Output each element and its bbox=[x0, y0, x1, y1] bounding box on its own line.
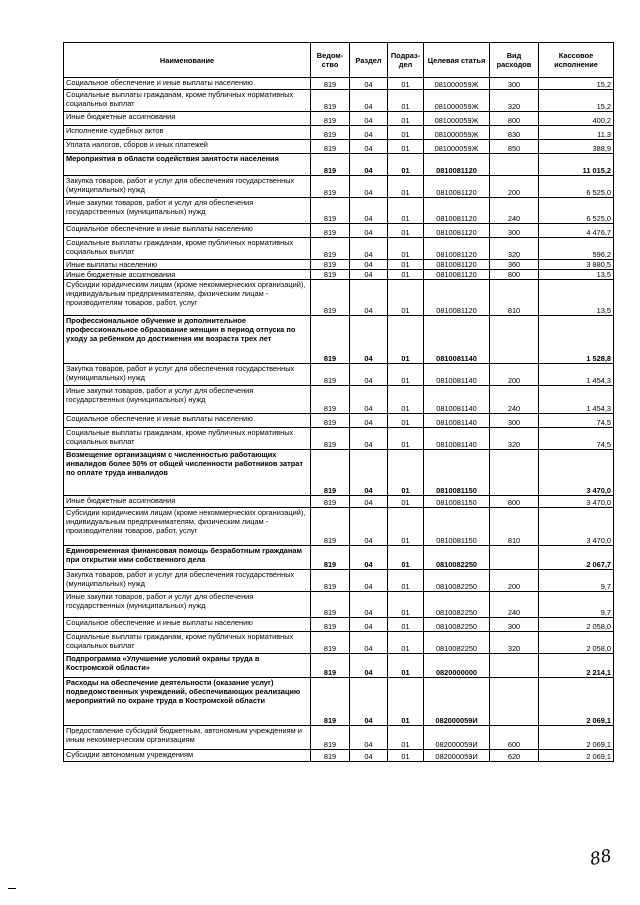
cell-name: Социальное обеспечение и иные выплаты населению bbox=[64, 224, 311, 238]
cell-amount: 3 470,0 bbox=[539, 450, 614, 496]
cell-target: 0810081150 bbox=[424, 450, 490, 496]
cell-amount: 1 454,3 bbox=[539, 364, 614, 386]
cell-vid: 320 bbox=[490, 238, 539, 260]
budget-table bbox=[63, 42, 614, 762]
cell-target: 0810081150 bbox=[424, 496, 490, 508]
cell-razdel: 04 bbox=[350, 496, 388, 508]
cell-ved: 819 bbox=[311, 414, 350, 428]
cell-name: Социальное обеспечение и иные выплаты населению bbox=[64, 414, 311, 428]
header-name: Наименование bbox=[64, 43, 311, 78]
cell-vid: 240 bbox=[490, 386, 539, 414]
cell-amount: 6 525,0 bbox=[539, 176, 614, 198]
cell-ved: 819 bbox=[311, 428, 350, 450]
cell-amount: 74,5 bbox=[539, 414, 614, 428]
cell-razdel: 04 bbox=[350, 632, 388, 654]
cell-ved: 819 bbox=[311, 632, 350, 654]
table-row bbox=[64, 260, 614, 270]
cell-target: 082000059И bbox=[424, 726, 490, 750]
table-row bbox=[64, 496, 614, 508]
table-row bbox=[64, 546, 614, 570]
cell-name: Иные закупки товаров, работ и услуг для обеспечения государственных (муниципальных) нужд bbox=[64, 198, 311, 224]
cell-podrazdel: 01 bbox=[388, 90, 424, 112]
cell-razdel: 04 bbox=[350, 112, 388, 126]
cell-razdel: 04 bbox=[350, 618, 388, 632]
cell-amount: 388,9 bbox=[539, 140, 614, 154]
cell-razdel: 04 bbox=[350, 280, 388, 316]
cell-target: 0810082250 bbox=[424, 618, 490, 632]
cell-ved: 819 bbox=[311, 364, 350, 386]
cell-podrazdel: 01 bbox=[388, 176, 424, 198]
cell-amount: 11 015,2 bbox=[539, 154, 614, 176]
cell-vid: 300 bbox=[490, 224, 539, 238]
cell-ved: 819 bbox=[311, 90, 350, 112]
table-row bbox=[64, 632, 614, 654]
cell-vid bbox=[490, 316, 539, 364]
cell-target: 0810081140 bbox=[424, 316, 490, 364]
cell-name: Субсидии автономным учреждениям bbox=[64, 750, 311, 762]
cell-razdel: 04 bbox=[350, 428, 388, 450]
header-razdel: Раздел bbox=[350, 43, 388, 78]
cell-target: 0810081120 bbox=[424, 198, 490, 224]
cell-target: 0810081120 bbox=[424, 176, 490, 198]
cell-amount: 1 528,8 bbox=[539, 316, 614, 364]
cell-amount: 15,2 bbox=[539, 78, 614, 90]
cell-vid: 620 bbox=[490, 750, 539, 762]
cell-vid bbox=[490, 678, 539, 726]
cell-name: Социальное обеспечение и иные выплаты населению bbox=[64, 618, 311, 632]
cell-vid: 360 bbox=[490, 260, 539, 270]
cell-ved: 819 bbox=[311, 546, 350, 570]
table-row bbox=[64, 316, 614, 364]
table-row bbox=[64, 176, 614, 198]
cell-razdel: 04 bbox=[350, 260, 388, 270]
cell-vid: 600 bbox=[490, 726, 539, 750]
cell-vid: 320 bbox=[490, 90, 539, 112]
cell-amount: 596,2 bbox=[539, 238, 614, 260]
cell-vid: 800 bbox=[490, 112, 539, 126]
cell-amount: 6 525,0 bbox=[539, 198, 614, 224]
cell-razdel: 04 bbox=[350, 316, 388, 364]
cell-podrazdel: 01 bbox=[388, 198, 424, 224]
cell-podrazdel: 01 bbox=[388, 364, 424, 386]
cell-target: 0810081120 bbox=[424, 280, 490, 316]
cell-podrazdel: 01 bbox=[388, 238, 424, 260]
cell-name: Исполнение судебных актов bbox=[64, 126, 311, 140]
cell-vid bbox=[490, 450, 539, 496]
cell-target: 081000059Ж bbox=[424, 90, 490, 112]
cell-podrazdel: 01 bbox=[388, 260, 424, 270]
cell-razdel: 04 bbox=[350, 546, 388, 570]
header-amount: Кассовое исполнение bbox=[539, 43, 614, 78]
cell-vid: 240 bbox=[490, 198, 539, 224]
cell-amount: 3 470,0 bbox=[539, 496, 614, 508]
cell-name: Расходы на обеспечение деятельности (оказание услуг) подведомственных учреждений, обеспечивающих реализацию мероприятий по охране труда в Костромской области bbox=[64, 678, 311, 726]
cell-ved: 819 bbox=[311, 508, 350, 546]
header-podrazdel: Подраз-дел bbox=[388, 43, 424, 78]
cell-podrazdel: 01 bbox=[388, 316, 424, 364]
table-row bbox=[64, 140, 614, 154]
cell-amount: 3 470,0 bbox=[539, 508, 614, 546]
cell-name: Закупка товаров, работ и услуг для обеспечения государственных (муниципальных) нужд bbox=[64, 176, 311, 198]
cell-name: Подпрограмма «Улучшение условий охраны труда в Костромской области» bbox=[64, 654, 311, 678]
cell-name: Уплата налогов, сборов и иных платежей bbox=[64, 140, 311, 154]
cell-podrazdel: 01 bbox=[388, 386, 424, 414]
cell-razdel: 04 bbox=[350, 78, 388, 90]
cell-razdel: 04 bbox=[350, 224, 388, 238]
cell-ved: 819 bbox=[311, 270, 350, 280]
cell-target: 081000059Ж bbox=[424, 126, 490, 140]
cell-vid bbox=[490, 654, 539, 678]
cell-podrazdel: 01 bbox=[388, 726, 424, 750]
cell-target: 0810082250 bbox=[424, 632, 490, 654]
cell-target: 0810081120 bbox=[424, 260, 490, 270]
cell-amount: 2 069,1 bbox=[539, 726, 614, 750]
page-number: 88 bbox=[588, 845, 614, 871]
cell-podrazdel: 01 bbox=[388, 414, 424, 428]
cell-vid bbox=[490, 546, 539, 570]
table-row bbox=[64, 270, 614, 280]
cell-amount: 1 454,3 bbox=[539, 386, 614, 414]
cell-target: 0810081140 bbox=[424, 428, 490, 450]
cell-razdel: 04 bbox=[350, 750, 388, 762]
cell-amount: 2 058,0 bbox=[539, 618, 614, 632]
cell-podrazdel: 01 bbox=[388, 450, 424, 496]
cell-name: Закупка товаров, работ и услуг для обеспечения государственных (муниципальных) нужд bbox=[64, 364, 311, 386]
cell-amount: 2 058,0 bbox=[539, 632, 614, 654]
cell-name: Социальное обеспечение и иные выплаты населению bbox=[64, 78, 311, 90]
cell-amount: 9,7 bbox=[539, 570, 614, 592]
cell-name: Единовременная финансовая помощь безработным гражданам при открытии ими собственного дела bbox=[64, 546, 311, 570]
cell-target: 0810081150 bbox=[424, 508, 490, 546]
cell-ved: 819 bbox=[311, 618, 350, 632]
cell-podrazdel: 01 bbox=[388, 270, 424, 280]
table-row bbox=[64, 450, 614, 496]
cell-name: Иные закупки товаров, работ и услуг для обеспечения государственных (муниципальных) нужд bbox=[64, 592, 311, 618]
cell-razdel: 04 bbox=[350, 592, 388, 618]
cell-ved: 819 bbox=[311, 726, 350, 750]
cell-razdel: 04 bbox=[350, 176, 388, 198]
table-row bbox=[64, 90, 614, 112]
header-target: Целевая статья bbox=[424, 43, 490, 78]
table-row bbox=[64, 78, 614, 90]
cell-razdel: 04 bbox=[350, 140, 388, 154]
table-row bbox=[64, 280, 614, 316]
cell-name: Социальные выплаты гражданам, кроме публичных нормативных социальных выплат bbox=[64, 238, 311, 260]
table-row bbox=[64, 238, 614, 260]
cell-razdel: 04 bbox=[350, 678, 388, 726]
cell-ved: 819 bbox=[311, 750, 350, 762]
cell-name: Закупка товаров, работ и услуг для обеспечения государственных (муниципальных) нужд bbox=[64, 570, 311, 592]
table-row bbox=[64, 126, 614, 140]
cell-name: Иные выплаты населению bbox=[64, 260, 311, 270]
cell-name: Профессиональное обучение и дополнительное профессиональное образование женщин в период отпуска по уходу за ребенком до достижения им возраста трех лет bbox=[64, 316, 311, 364]
cell-podrazdel: 01 bbox=[388, 78, 424, 90]
cell-vid: 300 bbox=[490, 618, 539, 632]
cell-vid: 800 bbox=[490, 270, 539, 280]
cell-ved: 819 bbox=[311, 126, 350, 140]
cell-ved: 819 bbox=[311, 570, 350, 592]
cell-name: Социальные выплаты гражданам, кроме публичных нормативных социальных выплат bbox=[64, 90, 311, 112]
cell-podrazdel: 01 bbox=[388, 224, 424, 238]
cell-target: 0810082250 bbox=[424, 546, 490, 570]
cell-ved: 819 bbox=[311, 280, 350, 316]
cell-razdel: 04 bbox=[350, 90, 388, 112]
table-row bbox=[64, 198, 614, 224]
cell-ved: 819 bbox=[311, 450, 350, 496]
cell-name: Предоставление субсидий бюджетным, автономным учреждениям и иным некоммерческим организациям bbox=[64, 726, 311, 750]
cell-razdel: 04 bbox=[350, 364, 388, 386]
cell-ved: 819 bbox=[311, 678, 350, 726]
table-row bbox=[64, 508, 614, 546]
cell-podrazdel: 01 bbox=[388, 618, 424, 632]
table-row bbox=[64, 726, 614, 750]
cell-vid: 810 bbox=[490, 280, 539, 316]
cell-podrazdel: 01 bbox=[388, 654, 424, 678]
cell-podrazdel: 01 bbox=[388, 592, 424, 618]
table-body bbox=[64, 78, 614, 762]
table-row bbox=[64, 154, 614, 176]
table-row bbox=[64, 112, 614, 126]
table-row bbox=[64, 750, 614, 762]
cell-target: 0810081140 bbox=[424, 364, 490, 386]
cell-target: 081000059Ж bbox=[424, 78, 490, 90]
cell-amount: 2 067,7 bbox=[539, 546, 614, 570]
cell-vid: 300 bbox=[490, 414, 539, 428]
cell-podrazdel: 01 bbox=[388, 154, 424, 176]
cell-name: Социальные выплаты гражданам, кроме публичных нормативных социальных выплат bbox=[64, 428, 311, 450]
cell-target: 0810081120 bbox=[424, 224, 490, 238]
cell-podrazdel: 01 bbox=[388, 546, 424, 570]
cell-target: 0810082250 bbox=[424, 570, 490, 592]
cell-razdel: 04 bbox=[350, 270, 388, 280]
cell-razdel: 04 bbox=[350, 238, 388, 260]
cell-name: Иные бюджетные ассигнования bbox=[64, 496, 311, 508]
cell-ved: 819 bbox=[311, 316, 350, 364]
cell-podrazdel: 01 bbox=[388, 750, 424, 762]
cell-podrazdel: 01 bbox=[388, 112, 424, 126]
cell-razdel: 04 bbox=[350, 154, 388, 176]
cell-podrazdel: 01 bbox=[388, 428, 424, 450]
cell-ved: 819 bbox=[311, 198, 350, 224]
cell-name: Возмещение организациям с численностью работающих инвалидов более 50% от общей численности работников затрат по оплате труда инвалидов bbox=[64, 450, 311, 496]
cell-ved: 819 bbox=[311, 176, 350, 198]
cell-name: Иные бюджетные ассигнования bbox=[64, 112, 311, 126]
cell-vid: 320 bbox=[490, 632, 539, 654]
cell-razdel: 04 bbox=[350, 126, 388, 140]
cell-podrazdel: 01 bbox=[388, 496, 424, 508]
table-row bbox=[64, 618, 614, 632]
cell-amount: 2 214,1 bbox=[539, 654, 614, 678]
cell-ved: 819 bbox=[311, 592, 350, 618]
cell-razdel: 04 bbox=[350, 450, 388, 496]
cell-razdel: 04 bbox=[350, 726, 388, 750]
cell-razdel: 04 bbox=[350, 654, 388, 678]
cell-amount: 15,2 bbox=[539, 90, 614, 112]
cell-name: Мероприятия в области содействия занятости населения bbox=[64, 154, 311, 176]
cell-target: 0810081140 bbox=[424, 386, 490, 414]
cell-amount: 4 476,7 bbox=[539, 224, 614, 238]
cell-vid: 300 bbox=[490, 78, 539, 90]
cell-amount: 400,2 bbox=[539, 112, 614, 126]
table-row bbox=[64, 654, 614, 678]
cell-podrazdel: 01 bbox=[388, 140, 424, 154]
table-row bbox=[64, 224, 614, 238]
table-header-row bbox=[64, 43, 614, 78]
table-row bbox=[64, 570, 614, 592]
cell-ved: 819 bbox=[311, 260, 350, 270]
table-row bbox=[64, 678, 614, 726]
cell-target: 081000059Ж bbox=[424, 140, 490, 154]
cell-target: 081000059Ж bbox=[424, 112, 490, 126]
cell-vid: 850 bbox=[490, 140, 539, 154]
table-row bbox=[64, 428, 614, 450]
cell-vid: 810 bbox=[490, 508, 539, 546]
cell-razdel: 04 bbox=[350, 414, 388, 428]
cell-razdel: 04 bbox=[350, 508, 388, 546]
cell-amount: 11,3 bbox=[539, 126, 614, 140]
cell-vid: 830 bbox=[490, 126, 539, 140]
cell-podrazdel: 01 bbox=[388, 632, 424, 654]
cell-name: Субсидии юридическим лицам (кроме некоммерческих организаций), индивидуальным предпринимателям, физическим лицам - производителям товаров, работ, услуг bbox=[64, 508, 311, 546]
cell-amount: 9,7 bbox=[539, 592, 614, 618]
cell-amount: 13,5 bbox=[539, 270, 614, 280]
cell-target: 0810082250 bbox=[424, 592, 490, 618]
cell-ved: 819 bbox=[311, 386, 350, 414]
cell-amount: 2 069,1 bbox=[539, 678, 614, 726]
cell-target: 082000059И bbox=[424, 678, 490, 726]
cell-vid: 240 bbox=[490, 592, 539, 618]
cell-name: Иные бюджетные ассигнования bbox=[64, 270, 311, 280]
cell-amount: 74,5 bbox=[539, 428, 614, 450]
table-row bbox=[64, 592, 614, 618]
cell-razdel: 04 bbox=[350, 570, 388, 592]
cell-vid: 320 bbox=[490, 428, 539, 450]
cell-name: Иные закупки товаров, работ и услуг для обеспечения государственных (муниципальных) нужд bbox=[64, 386, 311, 414]
cell-amount: 3 880,5 bbox=[539, 260, 614, 270]
cell-ved: 819 bbox=[311, 496, 350, 508]
header-ved: Ведом-ство bbox=[311, 43, 350, 78]
cell-ved: 819 bbox=[311, 78, 350, 90]
table-row bbox=[64, 386, 614, 414]
cell-target: 0810081120 bbox=[424, 154, 490, 176]
cell-name: Социальные выплаты гражданам, кроме публичных нормативных социальных выплат bbox=[64, 632, 311, 654]
cell-target: 0810081120 bbox=[424, 238, 490, 260]
cell-ved: 819 bbox=[311, 140, 350, 154]
cell-podrazdel: 01 bbox=[388, 678, 424, 726]
cell-target: 0810081140 bbox=[424, 414, 490, 428]
cell-podrazdel: 01 bbox=[388, 508, 424, 546]
cell-razdel: 04 bbox=[350, 386, 388, 414]
cell-podrazdel: 01 bbox=[388, 570, 424, 592]
cell-target: 0810081120 bbox=[424, 270, 490, 280]
cell-amount: 2 069,1 bbox=[539, 750, 614, 762]
cell-vid: 200 bbox=[490, 176, 539, 198]
cell-vid: 200 bbox=[490, 570, 539, 592]
cell-razdel: 04 bbox=[350, 198, 388, 224]
cell-ved: 819 bbox=[311, 154, 350, 176]
table-row bbox=[64, 364, 614, 386]
header-vid: Вид расходов bbox=[490, 43, 539, 78]
table-row bbox=[64, 414, 614, 428]
margin-mark bbox=[8, 888, 16, 889]
cell-name: Субсидии юридическим лицам (кроме некоммерческих организаций), индивидуальным предпринимателям, физическим лицам - производителям товаров, работ, услуг bbox=[64, 280, 311, 316]
cell-vid: 800 bbox=[490, 496, 539, 508]
cell-ved: 819 bbox=[311, 224, 350, 238]
cell-vid: 200 bbox=[490, 364, 539, 386]
cell-ved: 819 bbox=[311, 654, 350, 678]
cell-target: 082000059И bbox=[424, 750, 490, 762]
cell-target: 0820000000 bbox=[424, 654, 490, 678]
cell-ved: 819 bbox=[311, 238, 350, 260]
cell-podrazdel: 01 bbox=[388, 280, 424, 316]
cell-podrazdel: 01 bbox=[388, 126, 424, 140]
cell-vid bbox=[490, 154, 539, 176]
cell-amount: 13,5 bbox=[539, 280, 614, 316]
cell-ved: 819 bbox=[311, 112, 350, 126]
